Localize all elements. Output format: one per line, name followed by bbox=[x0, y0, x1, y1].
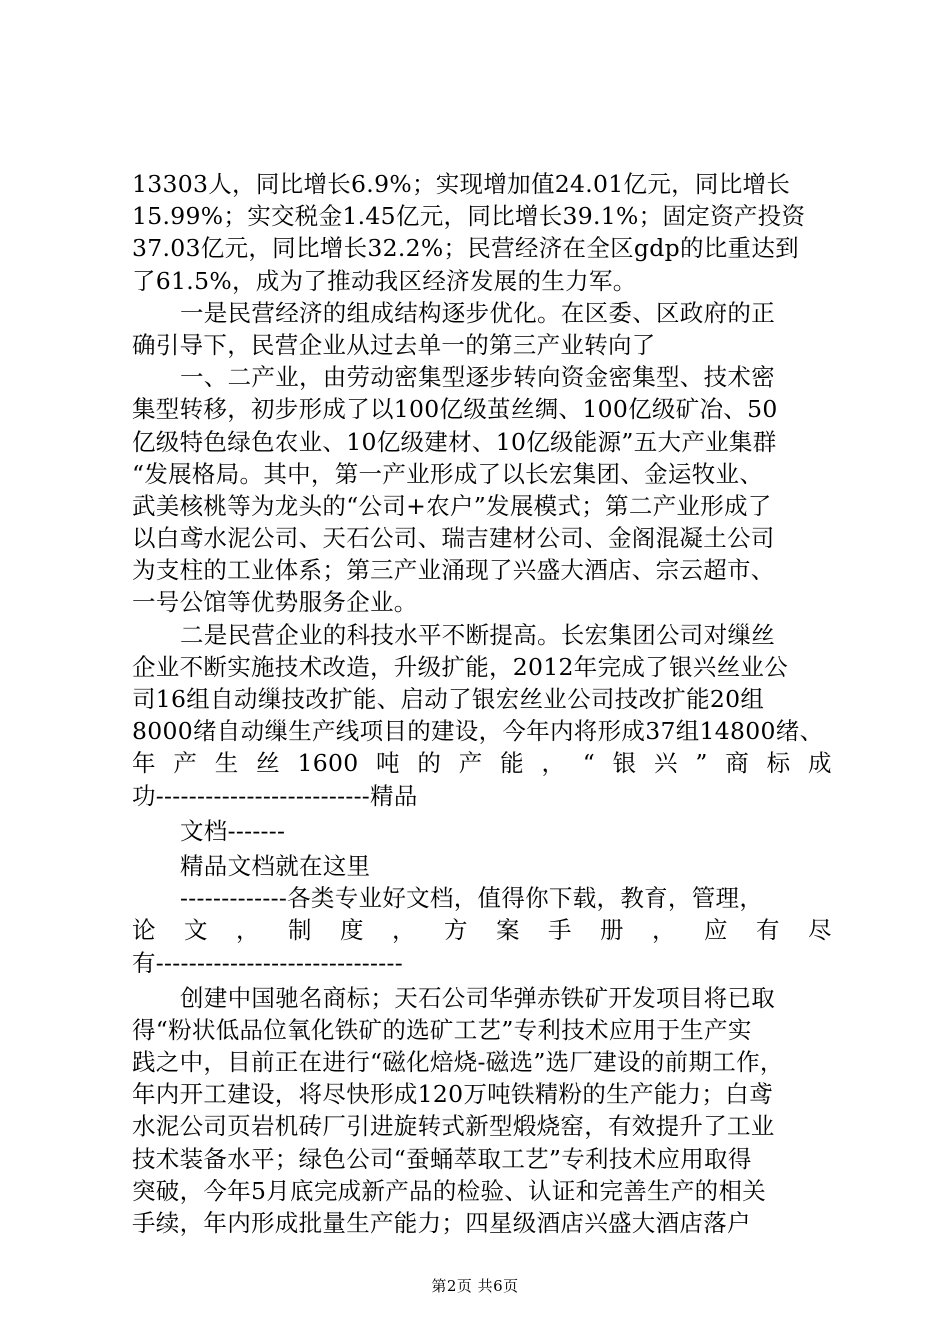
text-line: 践之中，目前正在进行“磁化焙烧-磁选”选厂建设的前期工作， bbox=[132, 1048, 784, 1077]
justified-token: 册 bbox=[600, 916, 624, 945]
justified-token: 制 bbox=[288, 916, 312, 945]
text-line: 了61.5%，成为了推动我区经济发展的生力军。 bbox=[132, 266, 637, 295]
justified-token: 度 bbox=[340, 916, 364, 945]
page-footer bbox=[0, 1276, 950, 1296]
justified-token: 的 bbox=[417, 749, 442, 778]
justified-token: 兴 bbox=[654, 749, 678, 778]
text-line: 得“粉状低品位氧化铁矿的选矿工艺”专利技术应用于生产实 bbox=[132, 1015, 752, 1044]
justified-token: 产 bbox=[173, 749, 198, 778]
justified-token: ， bbox=[392, 916, 416, 945]
text-line: 手续，年内形成批量生产能力；四星级酒店兴盛大酒店落户 bbox=[132, 1209, 751, 1237]
text-line: 技术装备水平；绿色公司“蚕蛹萃取工艺”专利技术应用取得 bbox=[132, 1144, 752, 1173]
paragraph-first-line: 一、二产业，由劳动密集型逐步转向资金密集型、技术密 bbox=[180, 363, 775, 392]
text-line: 有------------------------------ bbox=[132, 948, 404, 977]
justified-token: 商 bbox=[725, 749, 750, 778]
text-line: 司16组自动缫技改扩能、启动了银宏丝业公司技改扩能20组 bbox=[132, 685, 765, 713]
justified-token: 能 bbox=[500, 749, 524, 778]
justified-token: 尽 bbox=[808, 916, 832, 945]
document-body bbox=[132, 168, 832, 1239]
justified-token: 有 bbox=[756, 916, 780, 945]
text-line: 功--------------------------精品 bbox=[132, 781, 418, 810]
text-line: 15.99%；实交税金1.45亿元，同比增长39.1%；固定资产投资 bbox=[132, 202, 806, 231]
justified-line bbox=[132, 914, 832, 946]
text-line: 年内开工建设，将尽快形成120万吨铁精粉的生产能力；白鸢 bbox=[132, 1080, 773, 1109]
text-line: -------------各类专业好文档，值得你下载，教育，管理， bbox=[180, 884, 764, 913]
paragraph-first-line: 二是民营企业的科技水平不断提高。长宏集团公司对缫丝 bbox=[180, 620, 775, 649]
text-line: 武美核桃等为龙头的“公司+农户”发展模式；第二产业形成了 bbox=[132, 491, 772, 520]
text-line: 企业不断实施技术改造，升级扩能，2012年完成了银兴丝业公 bbox=[132, 652, 789, 681]
justified-token: ” bbox=[695, 749, 708, 778]
text-line: 一号公馆等优势服务企业。 bbox=[132, 588, 418, 617]
justified-token: 吨 bbox=[376, 749, 400, 778]
justified-token: 年 bbox=[132, 749, 156, 778]
justified-token: 丝 bbox=[256, 749, 280, 778]
justified-token: 方 bbox=[444, 916, 468, 945]
justified-token: 案 bbox=[496, 916, 520, 945]
justified-token: 1600 bbox=[297, 749, 359, 778]
paragraph-first-line: 一是民营经济的组成结构逐步优化。在区委、区政府的正 bbox=[180, 298, 775, 327]
justified-token: 银 bbox=[612, 749, 637, 778]
text-line: 为支柱的工业体系；第三产业涌现了兴盛大酒店、宗云超市、 bbox=[132, 556, 775, 585]
text-line: 确引导下，民营企业从过去单一的第三产业转向了 bbox=[132, 330, 656, 359]
justified-token: 手 bbox=[548, 916, 572, 945]
justified-token: 成 bbox=[807, 749, 832, 778]
justified-token: ， bbox=[652, 916, 676, 945]
justified-token: 文 bbox=[184, 916, 208, 945]
justified-token: ， bbox=[236, 916, 260, 945]
justified-token: 产 bbox=[458, 749, 483, 778]
text-line: 精品文档就在这里 bbox=[180, 851, 371, 880]
justified-token: “ bbox=[582, 749, 596, 778]
justified-token: 应 bbox=[704, 916, 728, 945]
paragraph-first-line: 创建中国驰名商标；天石公司华弹赤铁矿开发项目将已取 bbox=[180, 983, 775, 1012]
justified-token: 生 bbox=[214, 749, 239, 778]
text-line: “发展格局。其中，第一产业形成了以长宏集团、金运牧业、 bbox=[132, 459, 764, 488]
text-line: 8000绪自动缫生产线项目的建设，今年内将形成37组14800绪、 bbox=[132, 717, 824, 746]
text-line: 37.03亿元，同比增长32.2%；民营经济在全区gdp的比重达到 bbox=[132, 234, 799, 263]
justified-token: 论 bbox=[132, 916, 156, 945]
text-line: 集型转移，初步形成了以100亿级茧丝绸、100亿级矿冶、50 bbox=[132, 395, 778, 424]
text-line: 13303人，同比增长6.9%；实现增加值24.01亿元，同比增长 bbox=[132, 170, 791, 198]
text-line: 以白鸢水泥公司、天石公司、瑞吉建材公司、金阁混凝土公司 bbox=[132, 524, 775, 553]
text-line: 突破，今年5月底完成新产品的检验、认证和完善生产的相关 bbox=[132, 1176, 767, 1205]
justified-line bbox=[132, 747, 832, 779]
justified-token: 标 bbox=[766, 749, 791, 778]
text-line: 水泥公司页岩机砖厂引进旋转式新型煅烧窑，有效提升了工业 bbox=[132, 1112, 775, 1141]
justified-token: ， bbox=[541, 749, 566, 778]
page-indicator: 第2页 共6页 bbox=[431, 1277, 519, 1295]
text-line: 亿级特色绿色农业、10亿级建材、10亿级能源”五大产业集群 bbox=[132, 427, 777, 456]
text-line: 文档------- bbox=[180, 816, 286, 845]
